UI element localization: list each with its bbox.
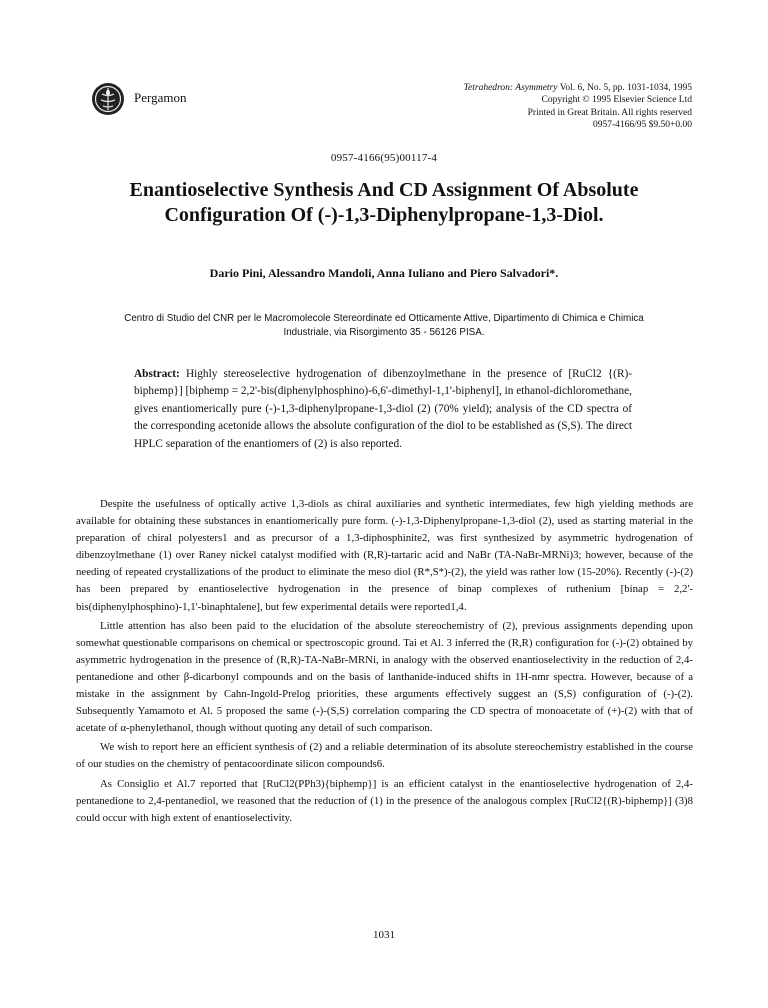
doi: 0957-4166(95)00117-4 [330, 152, 438, 164]
paper-title [60, 178, 708, 228]
publisher-name: Pergamon [134, 90, 187, 105]
page-number: 1031 [373, 929, 395, 941]
body-text [76, 496, 693, 827]
copyright: Copyright © 1995 Elsevier Science Ltd [541, 95, 692, 106]
affiliation-line-2: Industriale, via Risorgimento 35 - 56126 PISA. [283, 327, 485, 338]
title-line-1: Enantioselective Synthesis And CD Assignment Of Absolute [129, 179, 639, 201]
authors: Dario Pini, Alessandro Mandoli, Anna Iuliano and Piero Salvadori*. [209, 266, 559, 280]
printed-notice: Printed in Great Britain. All rights reserved [527, 107, 692, 118]
citation-block [464, 82, 692, 131]
abstract-label: Abstract: [134, 368, 180, 380]
affiliation-line-1: Centro di Studio del CNR per le Macromolecole Stereordinate ed Otticamente Attive, Dipartimento di Chimica e Chimica [124, 313, 644, 324]
abstract [134, 366, 632, 453]
paragraph-4: As Consiglio et Al.7 reported that [RuCl2(PPh3){biphemp}] is an efficient catalyst in the enantioselective hydrogenation of 2,4-pentanedione to 2,4-pentanediol, we reasoned that the reduction of (1) in the presence of the analogous complex [RuCl2{(R)-biphemp}] (3)8 could occur with high extent of enantioselectivity. [76, 777, 693, 824]
volume-pages: Vol. 6, No. 5, pp. 1031-1034, 1995 [557, 83, 692, 93]
journal-name: Tetrahedron: Asymmetry [463, 83, 558, 93]
paragraph-2: Little attention has also been paid to the elucidation of the absolute stereochemistry of (2), previous assignments depending upon somewhat questionable comparisons on chemical or spectroscopic ground. Tai et Al. 3 inferred the (R,R) configuration for (-)-(2) obtained by asymmetric hydrogenation in the presence of (R,R)-TA-NaBr-MRNi, in analogy with the observed enantioselectivity in the reduction of 2,4-pentanedione and other β-dicarbonyl compounds and on the basis of lanthanide-induced shifts in 1H-nmr spectra. However, because of a mistake in the assignment by Cahn-Ingold-Prelog priorities, these arguments effectively suggest an (S,S) configuration of (-)-(2). Subsequently Yamamoto et Al. 5 proposed the same (-)-(S,S) correlation comparing the CD spectra of monoacetate of (+)-(2) with that of acetate of α-phenylethanol, though without quoting any detail of such comparison. [76, 619, 693, 735]
title-line-2: Configuration Of (-)-1,3-Diphenylpropane-1,3-Diol. [164, 204, 604, 226]
issn: 0957-4166/95 $9.50+0.00 [592, 119, 692, 130]
paragraph-1: Despite the usefulness of optically active 1,3-diols as chiral auxiliaries and synthetic intermediates, few high yielding methods are available for obtaining these substances in enantiomerically pure form. (-)-1,3-Diphenylpropane-1,3-diol (2), used as starting material in the preparation of chiral polyesters1 and as precursor of a 1,3-diphosphinite2, was first synthesized by asymmetric hydrogenation of dibenzoylmethane (1) over Raney nickel catalyst modified with (R,R)-tartaric acid and NaBr (TA-NaBr-MRNi)3; however, because of the needing of repeated crystallizations of the product to eliminate the meso diol (R*,S*)-(2), the yield was rather low (15-20%). Recently (-)-(2) has been prepared by enantioselective hydrogenation in the presence of binap complexes of ruthenium [binap = 2,2'-bis(diphenylphosphino)-1,1'-binaphtalene], but few experimental details were reported1,4. [76, 498, 693, 613]
affiliation [110, 312, 658, 340]
publisher-logo [91, 82, 125, 116]
journal-citation [464, 82, 692, 94]
paragraph-3: We wish to report here an efficient synthesis of (2) and a reliable determination of its absolute stereochemistry established in the course of our studies on the chemistry of pentacoordinate silicon compounds6. [76, 741, 693, 771]
abstract-text: Highly stereoselective hydrogenation of dibenzoylmethane in the presence of [RuCl2 {(R)-biphemp}] [biphemp = 2,2'-bis(diphenylphosphino)-6,6'-dimethyl-1,1'-biphenyl], in ethanol-dichloromethane, gives enantiomerically pure (-)-1,3-diphenylpropane-1,3-diol (2) (70% yield); analysis of the CD spectra of the corresponding acetonide allows the absolute configuration of the diol to be established as (S,S). The direct HPLC separation of the enantiomers of (2) is also reported. [134, 368, 632, 450]
